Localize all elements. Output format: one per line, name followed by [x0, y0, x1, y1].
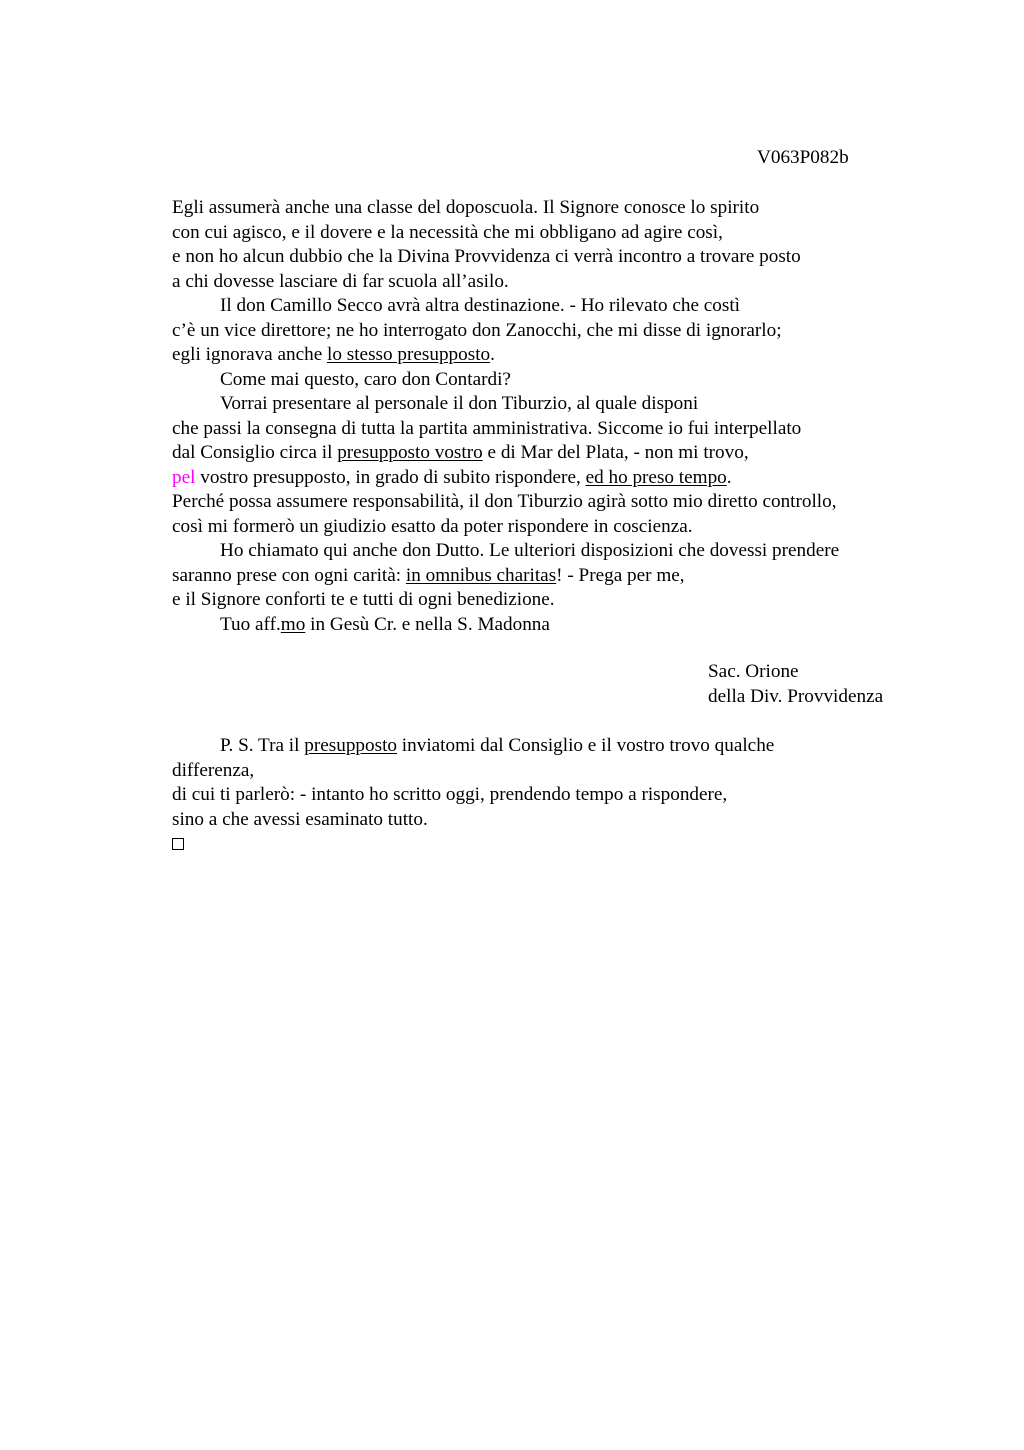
- text-run: inviatomi dal Consiglio e il vostro trovo qualche: [397, 735, 775, 756]
- end-marker: [172, 832, 962, 857]
- square-box-icon: [172, 838, 184, 850]
- text-run: saranno prese con ogni carità:: [172, 564, 406, 586]
- document-id: V063P082b: [757, 147, 849, 168]
- underlined-text: ed ho preso tempo: [585, 466, 727, 488]
- text-run: in Gesù Cr. e nella S. Madonna: [305, 613, 550, 635]
- letter-body: [172, 196, 962, 637]
- letter-line: con cui agisco, e il dovere e la necessità che mi obbligano ad agire così,: [172, 221, 723, 243]
- letter-line: Come mai questo, caro don Contardi?: [220, 368, 511, 390]
- text-run: vostro presupposto, in grado di subito rispondere,: [195, 466, 586, 488]
- underlined-text: in omnibus charitas: [405, 564, 557, 586]
- letter-line: a chi dovesse lasciare di far scuola all’asilo.: [172, 270, 509, 292]
- letter-line: [172, 564, 962, 589]
- letter-line: così mi formerò un giudizio esatto da poter rispondere in coscienza.: [172, 515, 693, 537]
- text-run: Tuo aff.: [220, 613, 281, 635]
- letter-line: Vorrai presentare al personale il don Tiburzio, al quale disponi: [220, 393, 699, 414]
- text-run: ! - Prega per me,: [556, 564, 685, 586]
- letter-line: che passi la consegna di tutta la partita amministrativa. Siccome io fui interpellato: [172, 417, 802, 439]
- postscript-line: di cui ti parlerò: - intanto ho scritto oggi, prendendo tempo a rispondere,: [172, 784, 728, 805]
- letter-line: [172, 466, 962, 491]
- signature-title: della Div. Provvidenza: [708, 685, 884, 707]
- underlined-text: presupposto vostro: [337, 442, 483, 463]
- text-run: P. S. Tra il: [220, 735, 305, 756]
- highlighted-word: pel: [172, 466, 196, 488]
- letter-line: c’è un vice direttore; ne ho interrogato don Zanocchi, che mi disse di ignorarlo;: [172, 319, 782, 341]
- postscript-line: [172, 734, 962, 759]
- letter-line: [172, 613, 962, 638]
- underlined-text: presupposto: [304, 735, 397, 756]
- text-run: dal Consiglio circa il: [172, 442, 338, 463]
- underlined-text: mo: [280, 613, 306, 635]
- letter-line: [172, 441, 962, 466]
- letter-line: [172, 343, 962, 368]
- letter-line: e non ho alcun dubbio che la Divina Provvidenza ci verrà incontro a trovare posto: [172, 246, 801, 267]
- postscript-line: differenza,: [172, 759, 255, 781]
- signature-block: [708, 660, 883, 709]
- signature-name: Sac. Orione: [708, 661, 799, 682]
- letter-line: Egli assumerà anche una classe del doposcuola. Il Signore conosce lo spirito: [172, 197, 760, 218]
- text-run: .: [490, 344, 495, 365]
- letter-line: e il Signore conforti te e tutti di ogni benedizione.: [172, 589, 555, 610]
- postscript-line: sino a che avessi esaminato tutto.: [172, 808, 428, 830]
- letter-line: Il don Camillo Secco avrà altra destinazione. - Ho rilevato che costì: [220, 295, 741, 316]
- text-run: .: [726, 466, 732, 488]
- letter-line: Perché possa assumere responsabilità, il don Tiburzio agirà sotto mio diretto controllo,: [172, 491, 837, 512]
- letter-line: Ho chiamato qui anche don Dutto. Le ulteriori disposizioni che dovessi prendere: [220, 540, 840, 561]
- underlined-text: lo stesso presupposto: [327, 344, 491, 365]
- text-run: egli ignorava anche: [172, 344, 328, 365]
- text-run: e di Mar del Plata, - non mi trovo,: [482, 442, 749, 463]
- postscript: [172, 734, 962, 857]
